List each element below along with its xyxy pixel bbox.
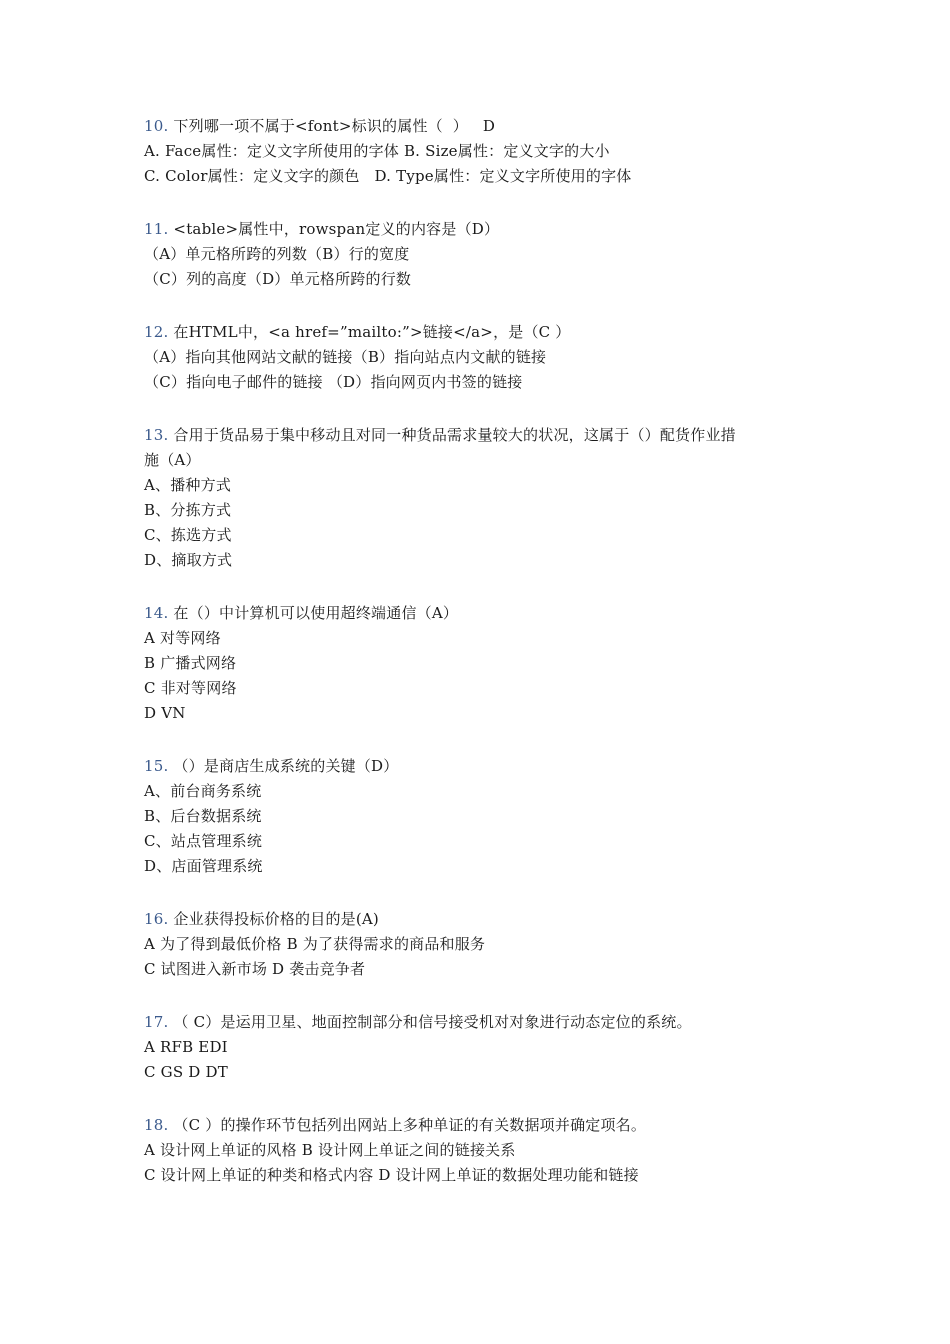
option-line: D VN — [144, 704, 186, 722]
question-15 — [144, 754, 844, 879]
question-12 — [144, 320, 844, 395]
question-text: 在（）中计算机可以使用超终端通信（A） — [168, 604, 459, 622]
question-stem — [144, 1113, 844, 1138]
option-line: C 非对等网络 — [144, 679, 237, 697]
question-stem — [144, 754, 844, 779]
question-stem — [144, 1010, 844, 1035]
option-line: C 试图进入新市场 D 袭击竞争者 — [144, 960, 366, 978]
question-stem — [144, 217, 844, 242]
option-line: C、站点管理系统 — [144, 832, 263, 850]
option-line: C、拣选方式 — [144, 526, 232, 544]
option-line: （A）单元格所跨的列数（B）行的宽度 — [144, 245, 410, 263]
option-line: B、分拣方式 — [144, 501, 232, 519]
option-line: B、后台数据系统 — [144, 807, 262, 825]
option-line: A 为了得到最低价格 B 为了获得需求的商品和服务 — [144, 935, 486, 953]
question-number: 16. — [144, 910, 169, 928]
option-line: C GS D DT — [144, 1063, 228, 1081]
option-line: （C）指向电子邮件的链接 （D）指向网页内书签的链接 — [144, 373, 523, 391]
question-16 — [144, 907, 844, 982]
question-number: 14. — [144, 604, 169, 622]
option-line: A RFB EDI — [144, 1038, 228, 1056]
question-18 — [144, 1113, 844, 1188]
question-text: 下列哪一项不属于<font>标识的属性（ ） D — [168, 117, 496, 135]
question-number: 11. — [144, 220, 169, 238]
option-line: A 设计网上单证的风格 B 设计网上单证之间的链接关系 — [144, 1141, 516, 1159]
question-stem — [144, 114, 844, 139]
question-number: 15. — [144, 757, 169, 775]
question-text: （C ）的操作环节包括列出网站上多种单证的有关数据项并确定项名。 — [168, 1116, 647, 1134]
question-number: 13. — [144, 426, 169, 444]
option-line: C 设计网上单证的种类和格式内容 D 设计网上单证的数据处理功能和链接 — [144, 1166, 639, 1184]
option-line: （A）指向其他网站文献的链接（B）指向站点内文献的链接 — [144, 348, 547, 366]
question-13 — [144, 423, 844, 573]
question-14 — [144, 601, 844, 726]
question-stem — [144, 601, 844, 626]
question-text: 在HTML中，<a href=”mailto:”>链接</a>，是（C ） — [168, 323, 571, 341]
option-line: （C）列的高度（D）单元格所跨的行数 — [144, 270, 412, 288]
question-number: 17. — [144, 1013, 169, 1031]
option-line: A. Face属性：定义文字所使用的字体 B. Size属性：定义文字的大小 — [144, 142, 610, 160]
question-stem — [144, 423, 844, 448]
question-number: 10. — [144, 117, 169, 135]
option-line: C. Color属性：定义文字的颜色 D. Type属性：定义文字所使用的字体 — [144, 167, 632, 185]
option-line: D、店面管理系统 — [144, 857, 263, 875]
option-line: A、播种方式 — [144, 476, 232, 494]
question-stem-continued: 施（A） — [144, 451, 201, 469]
question-text: 合用于货品易于集中移动且对同一种货品需求量较大的状况，这属于（）配货作业措 — [168, 426, 736, 444]
option-line: D、摘取方式 — [144, 551, 233, 569]
question-10 — [144, 114, 844, 189]
question-stem — [144, 320, 844, 345]
option-line: A、前台商务系统 — [144, 782, 262, 800]
question-text: 企业获得投标价格的目的是(A) — [168, 910, 379, 928]
question-stem — [144, 907, 844, 932]
question-11 — [144, 217, 844, 292]
question-text: （ C）是运用卫星、地面控制部分和信号接受机对对象进行动态定位的系统。 — [168, 1013, 692, 1031]
question-text: （）是商店生成系统的关键（D） — [168, 757, 399, 775]
question-17 — [144, 1010, 844, 1085]
option-line: B 广播式网络 — [144, 654, 237, 672]
question-number: 18. — [144, 1116, 169, 1134]
question-number: 12. — [144, 323, 169, 341]
question-text: <table>属性中，rowspan定义的内容是（D） — [168, 220, 500, 238]
document-page — [144, 114, 844, 1216]
option-line: A 对等网络 — [144, 629, 221, 647]
